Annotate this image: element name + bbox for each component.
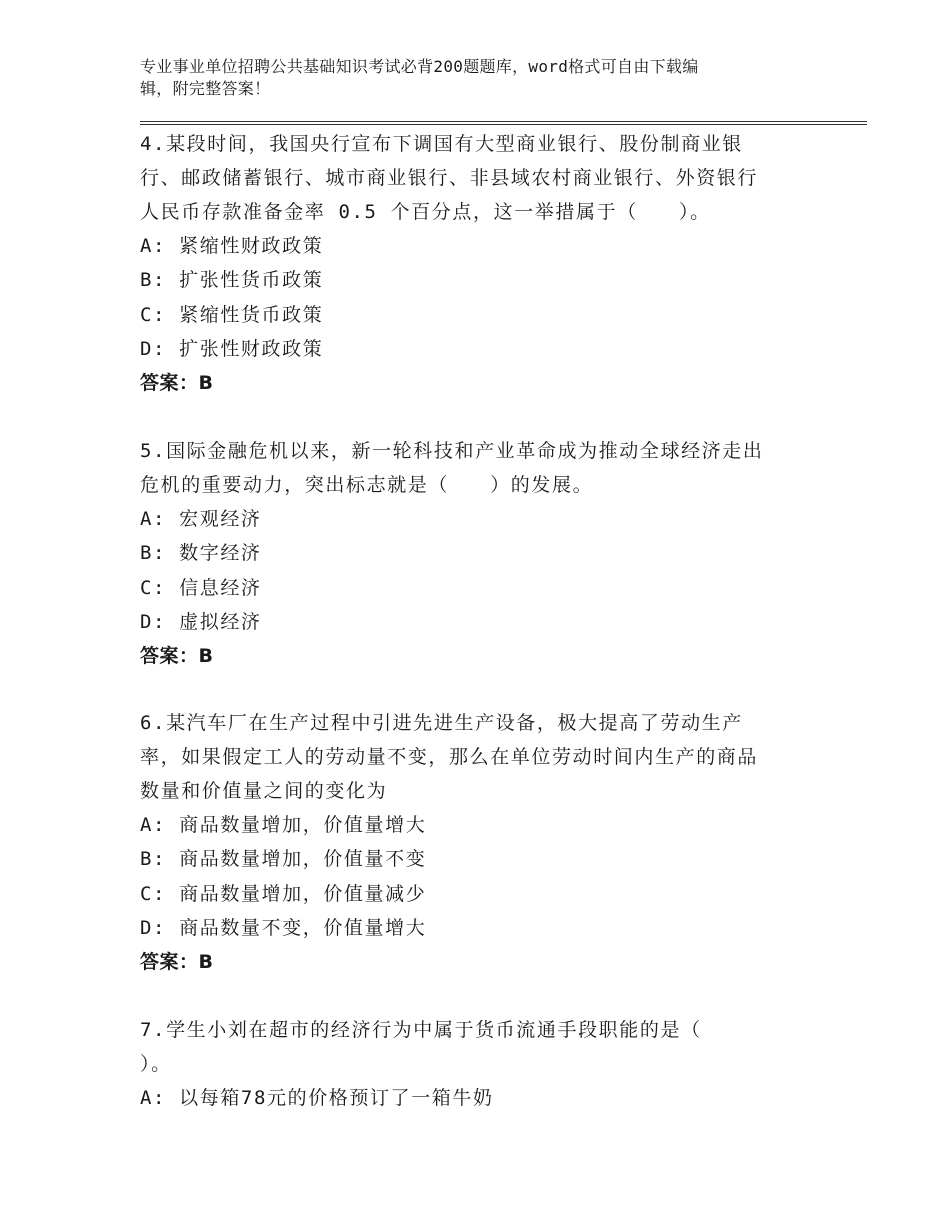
question-text: ）。 bbox=[140, 1053, 172, 1075]
option-c: C: 商品数量增加，价值量减少 bbox=[140, 882, 427, 905]
answer-label: 答案：B bbox=[140, 372, 214, 395]
question-text: 6.某汽车厂在生产过程中引进先进生产设备，极大提高了劳动生产 bbox=[140, 712, 743, 734]
option-b: B: 扩张性货币政策 bbox=[140, 269, 324, 292]
answer-label: 答案：B bbox=[140, 951, 214, 974]
option-b: B: 数字经济 bbox=[140, 542, 262, 565]
question-text: 行、邮政储蓄银行、城市商业银行、非县域农村商业银行、外资银行 bbox=[140, 167, 759, 189]
question-text: 7.学生小刘在超市的经济行为中属于货币流通手段职能的是（ bbox=[140, 1019, 702, 1041]
option-c: C: 信息经济 bbox=[140, 576, 262, 599]
question-text: 4.某段时间，我国央行宣布下调国有大型商业银行、股份制商业银 bbox=[140, 133, 743, 155]
option-b: B: 商品数量增加，价值量不变 bbox=[140, 848, 427, 871]
question-text: 数量和价值量之间的变化为 bbox=[140, 780, 388, 802]
header-divider bbox=[140, 121, 867, 122]
question-block bbox=[140, 434, 800, 673]
question-text: 危机的重要动力，突出标志就是（ ）的发展。 bbox=[140, 474, 594, 496]
question-text: 人民币存款准备金率 0.5 个百分点，这一举措属于（ ）。 bbox=[140, 201, 711, 223]
option-c: C: 紧缩性货币政策 bbox=[140, 303, 324, 326]
option-a: A: 以每箱78元的价格预订了一箱牛奶 bbox=[140, 1087, 494, 1109]
page-header bbox=[140, 56, 800, 100]
header-divider bbox=[140, 124, 867, 125]
option-d: D: 商品数量不变，价值量增大 bbox=[140, 916, 427, 939]
option-a: A: 紧缩性财政政策 bbox=[140, 235, 324, 257]
header-line: 辑，附完整答案！ bbox=[140, 79, 271, 98]
option-a: A: 宏观经济 bbox=[140, 508, 262, 530]
option-d: D: 扩张性财政政策 bbox=[140, 337, 324, 360]
option-d: D: 虚拟经济 bbox=[140, 610, 262, 633]
question-block bbox=[140, 706, 800, 979]
option-a: A: 商品数量增加，价值量增大 bbox=[140, 814, 427, 836]
header-line: 专业事业单位招聘公共基础知识考试必背200题题库，word格式可自由下载编 bbox=[140, 57, 699, 76]
question-text: 5.国际金融危机以来，新一轮科技和产业革命成为推动全球经济走出 bbox=[140, 440, 764, 462]
answer-label: 答案：B bbox=[140, 645, 214, 668]
question-block bbox=[140, 127, 800, 400]
question-block bbox=[140, 1013, 800, 1115]
question-text: 率，如果假定工人的劳动量不变，那么在单位劳动时间内生产的商品 bbox=[140, 746, 759, 768]
